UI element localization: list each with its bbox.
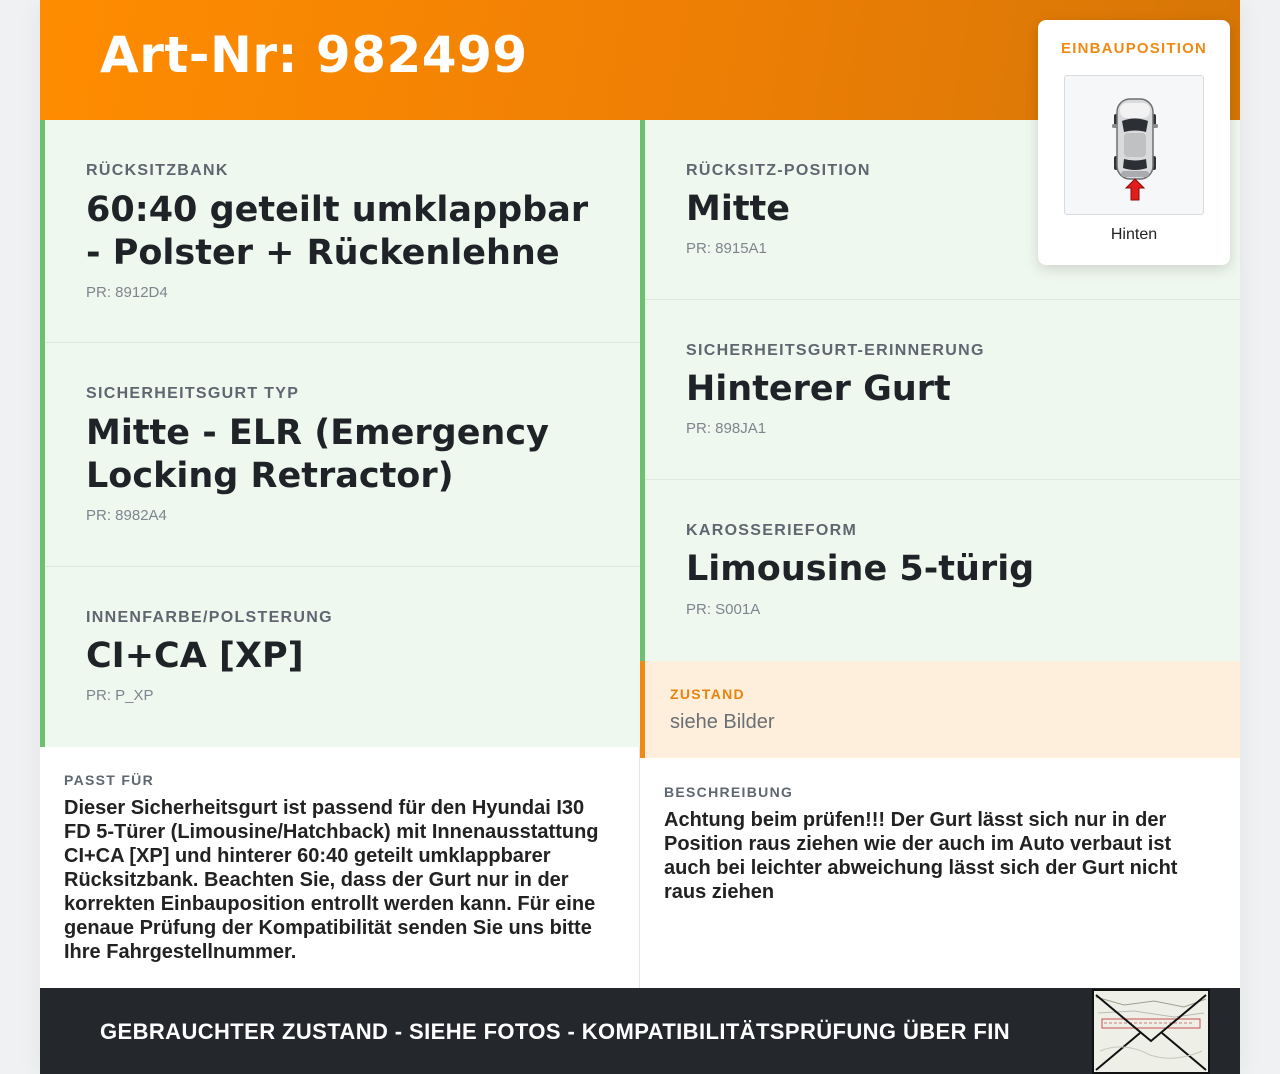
- cell-label: SICHERHEITSGURT TYP: [86, 385, 300, 402]
- position-label: Hinten: [1110, 226, 1158, 243]
- cell-label: SICHERHEITSGURT-ERINNERUNG: [686, 342, 985, 359]
- envelope-document-icon: [1092, 989, 1210, 1074]
- fits-section: [40, 747, 640, 988]
- cell-label: INNENFARBE/POLSTERUNG: [86, 609, 333, 626]
- car-top-view-icon: [1065, 76, 1205, 216]
- condition-label: ZUSTAND: [670, 686, 745, 702]
- description-label: BESCHREIBUNG: [664, 784, 794, 800]
- cell-karosserieform: [640, 480, 1240, 661]
- condition-value: siehe Bilder: [670, 711, 775, 733]
- position-title: EINBAUPOSITION: [1061, 40, 1207, 57]
- cell-value: Limousine 5-türig: [686, 549, 1035, 589]
- cell-value: Hinterer Gurt: [686, 369, 951, 409]
- cell-label: RÜCKSITZ-POSITION: [686, 162, 871, 179]
- cell-value: Mitte: [686, 189, 791, 229]
- cell-pr-code: PR: P_XP: [86, 687, 154, 704]
- cell-pr-code: PR: 8982A4: [86, 507, 167, 524]
- description-text: Achtung beim prüfen!!! Der Gurt lässt sich nur in der Position raus ziehen wie der auch im Auto verbaut ist auch bei leichter abweichung lässt sich der Gurt nicht raus ziehen: [664, 809, 1178, 903]
- position-image-frame: [1064, 75, 1204, 215]
- product-sheet: [40, 0, 1240, 1074]
- cell-ruecksitzbank: [40, 120, 640, 343]
- cell-sicherheitsgurt-typ: [40, 343, 640, 567]
- cell-value: 60:40 geteilt umklappbar - Polster + Rückenlehne: [86, 190, 589, 273]
- cell-value: CI+CA [XP]: [86, 636, 304, 676]
- fits-text: Dieser Sicherheitsgurt ist passend für den Hyundai I30 FD 5-Türer (Limousine/Hatchback) mit Innenausstattung CI+CA [XP] und hinterer 60:40 geteilt umklappbarer Rücksitzbank. Beachten Sie, dass der Gurt nur in der korrekten Einbauposition entrollt werden kann. Für eine genaue Prüfung der Kompatibilität senden Sie uns bitte Ihre Fahrgestellnummer.: [64, 797, 599, 963]
- description-section: [640, 759, 1240, 988]
- cell-gurt-erinnerung: [640, 300, 1240, 480]
- cell-label: KAROSSERIEFORM: [686, 522, 858, 539]
- cell-label: RÜCKSITZBANK: [86, 162, 229, 179]
- article-number-title: Art-Nr: 982499: [100, 26, 528, 84]
- cell-pr-code: PR: 8912D4: [86, 284, 168, 301]
- cell-pr-code: PR: 898JA1: [686, 420, 767, 437]
- cell-pr-code: PR: S001A: [686, 601, 761, 618]
- cell-pr-code: PR: 8915A1: [686, 240, 767, 257]
- condition-box: [640, 661, 1240, 758]
- cell-innenfarbe: [40, 567, 640, 747]
- footer-notice: GEBRAUCHTER ZUSTAND - SIEHE FOTOS - KOMPATIBILITÄTSPRÜFUNG ÜBER FIN: [100, 1019, 1011, 1044]
- footer-bar: [40, 988, 1240, 1074]
- fits-label: PASST FÜR: [64, 772, 154, 788]
- installation-position-card: [1038, 20, 1230, 265]
- cell-value: Mitte - ELR (Emergency Locking Retractor): [86, 413, 549, 496]
